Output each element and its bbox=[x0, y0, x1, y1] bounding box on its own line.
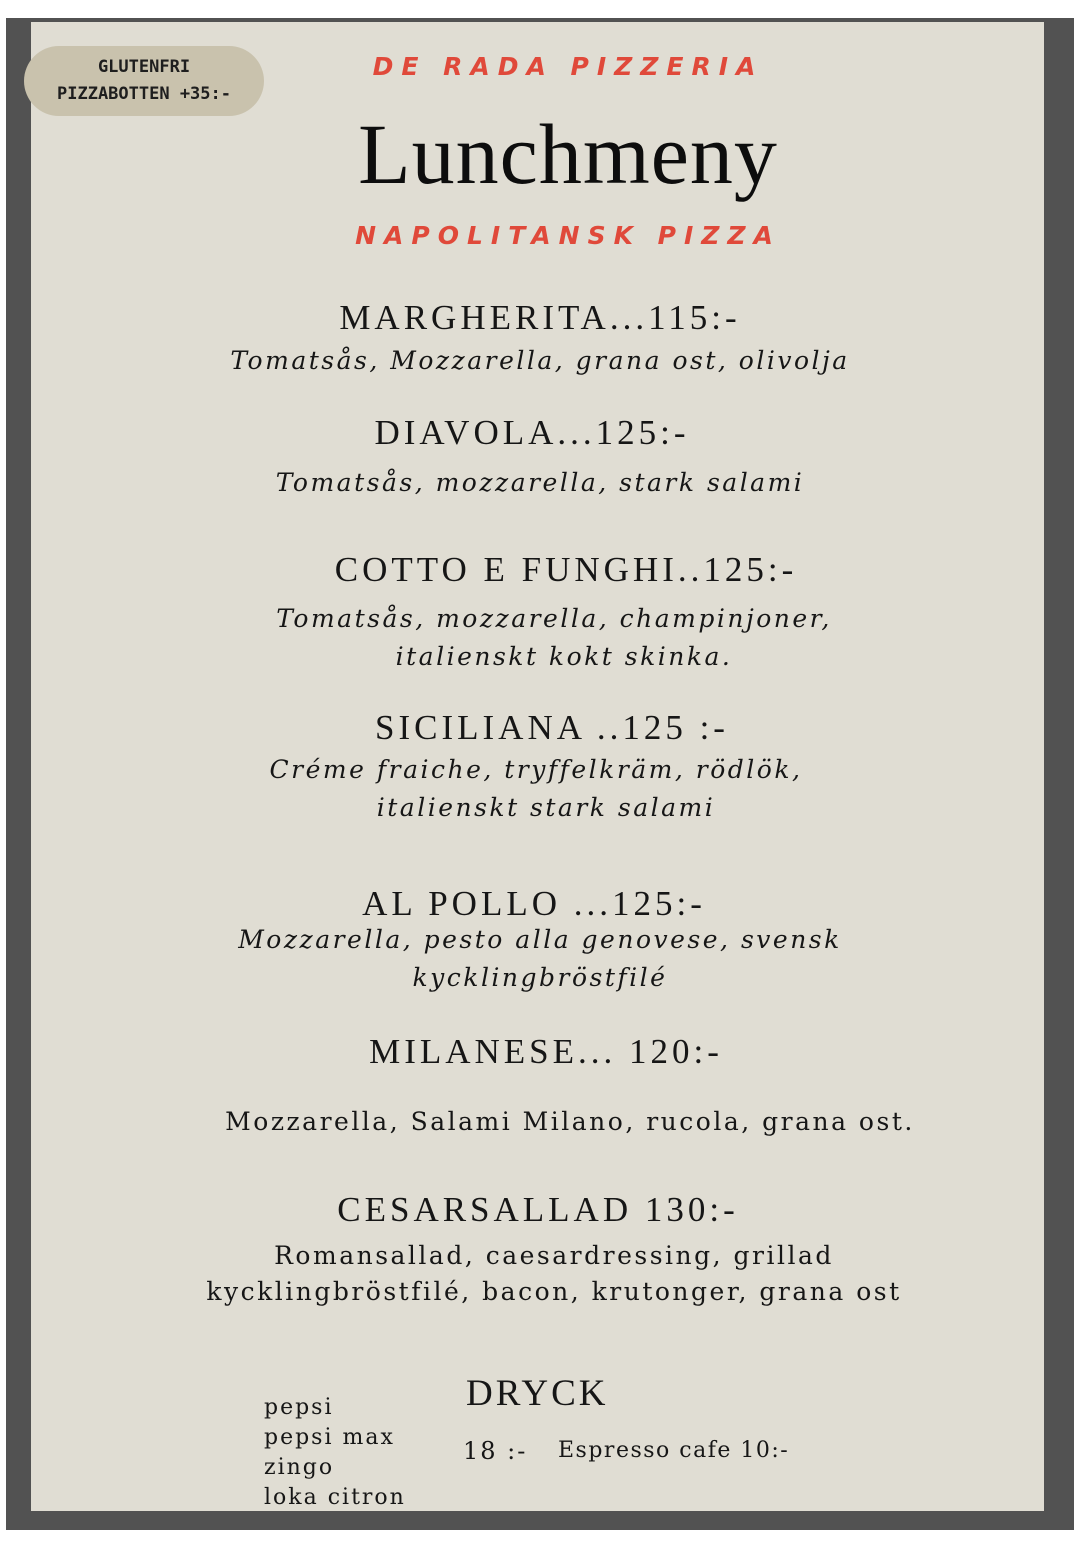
item-name-milanese: MILANESE... 120:- bbox=[369, 1032, 723, 1071]
drink-item-loka-citron: loka citron bbox=[264, 1485, 406, 1510]
drink-item-zingo: zingo bbox=[264, 1455, 335, 1480]
item-desc-al-pollo-1: Mozzarella, pesto alla genovese, svensk bbox=[238, 925, 842, 954]
item-name-al-pollo: AL POLLO ...125:- bbox=[362, 884, 706, 923]
badge-line-2: PIZZABOTTEN +35:- bbox=[57, 84, 231, 104]
drinks-heading: DRYCK bbox=[466, 1373, 609, 1414]
item-desc-al-pollo-2: kycklingbröstfilé bbox=[412, 963, 668, 992]
item-desc-diavola: Tomatsås, mozzarella, stark salami bbox=[275, 468, 805, 497]
item-name-cesarsallad: CESARSALLAD 130:- bbox=[337, 1190, 739, 1229]
item-desc-cesarsallad-1: Romansallad, caesardressing, grillad bbox=[274, 1241, 834, 1270]
item-desc-siciliana-2: italienskt stark salami bbox=[376, 793, 716, 822]
badge-line-1: GLUTENFRI bbox=[97, 57, 191, 77]
item-name-margherita: MARGHERITA...115:- bbox=[339, 298, 741, 337]
espresso-price: Espresso cafe 10:- bbox=[558, 1438, 790, 1463]
item-name-diavola: DIAVOLA...125:- bbox=[374, 413, 690, 452]
drink-item-pepsi-max: pepsi max bbox=[264, 1425, 395, 1450]
item-desc-cotto-e-funghi-2: italienskt kokt skinka. bbox=[395, 642, 733, 671]
item-desc-margherita: Tomatsås, Mozzarella, grana ost, olivolja bbox=[230, 346, 850, 375]
drink-item-pepsi: pepsi bbox=[264, 1395, 334, 1420]
item-desc-siciliana-1: Créme fraiche, tryffelkräm, rödlök, bbox=[269, 755, 803, 784]
drinks-price: 18 :- bbox=[463, 1437, 528, 1465]
drinks-list bbox=[264, 1393, 406, 1513]
item-name-siciliana: SICILIANA ..125 :- bbox=[375, 708, 729, 747]
menu-title: Lunchmeny bbox=[358, 106, 778, 202]
item-desc-cesarsallad-2: kycklingbröstfilé, bacon, krutonger, grana ost bbox=[206, 1277, 902, 1306]
restaurant-name: DE RADA PIZZERIA bbox=[372, 52, 764, 81]
item-desc-cotto-e-funghi-1: Tomatsås, mozzarella, champinjoner, bbox=[276, 604, 832, 633]
item-desc-milanese: Mozzarella, Salami Milano, rucola, grana ost. bbox=[225, 1107, 915, 1136]
item-name-cotto-e-funghi: COTTO E FUNGHI..125:- bbox=[334, 550, 798, 589]
menu-subtitle: NAPOLITANSK PIZZA bbox=[355, 221, 781, 250]
